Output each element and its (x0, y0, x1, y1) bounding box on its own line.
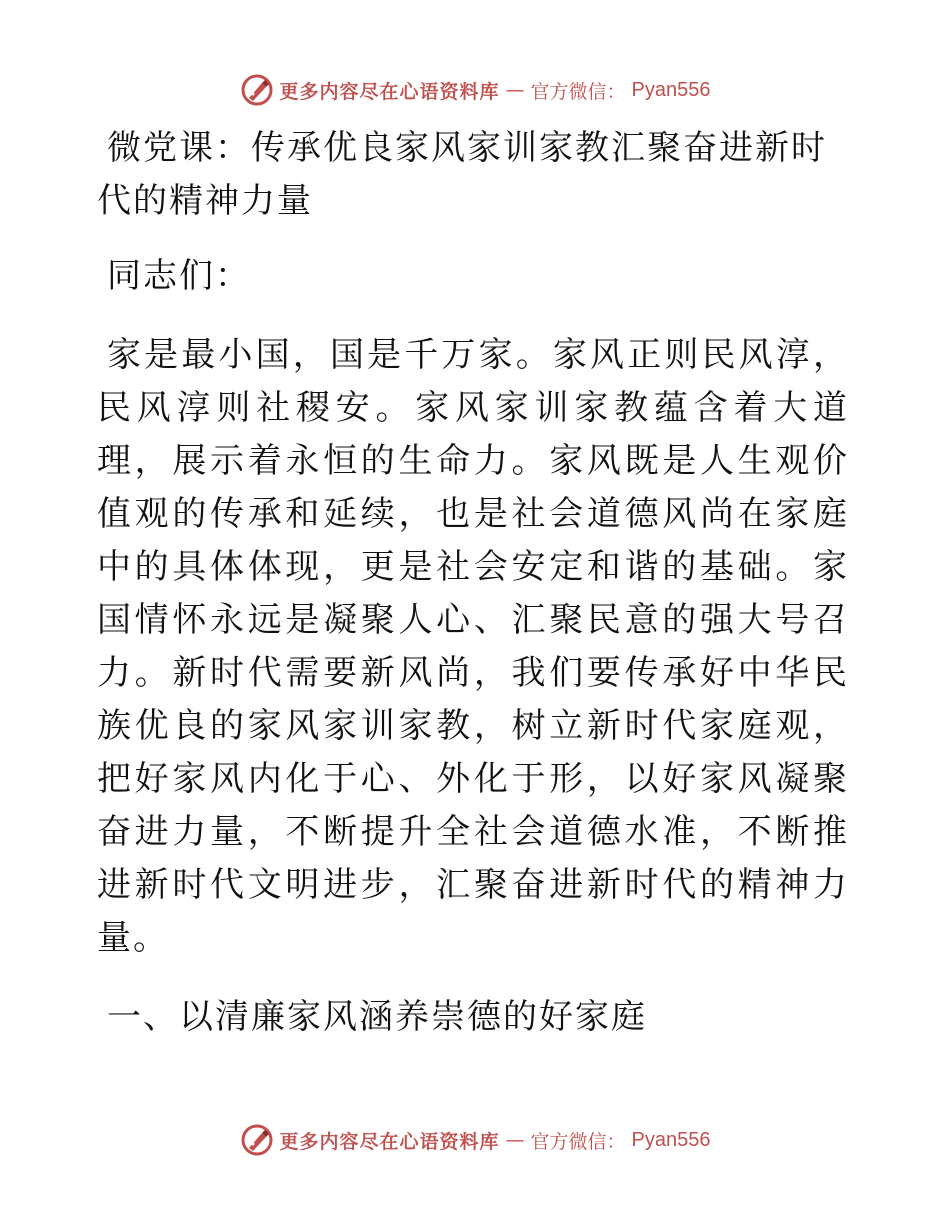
banner-wechat-id: Pyan556 (631, 1128, 711, 1151)
banner-dash: — (505, 79, 525, 101)
document-title: 微党课：传承优良家风家训家教汇聚奋进新时代的精神力量 (97, 128, 827, 221)
banner-main-text: 更多内容尽在心语资料库 (279, 80, 500, 103)
banner-dash: — (505, 1129, 525, 1151)
banner-wechat-label: 官方微信： (530, 1130, 626, 1153)
banner-main-text: 更多内容尽在心语资料库 (279, 1130, 500, 1153)
header-banner (0, 70, 950, 110)
pen-nib-logo-icon (240, 1123, 274, 1157)
document-body (97, 122, 849, 1044)
salutation: 同志们： (107, 256, 251, 296)
paragraph: 家是最小国，国是千万家。家风正则民风淳，民风淳则社稷安。家风家训家教蕴含着大道理，展示着永恒的生命力。家风既是人生观价值观的传承和延续，也是社会道德风尚在家庭中的具体体现，更是社会安定和谐的基础。家国情怀永远是凝聚人心、汇聚民意的强大号召力。新时代需要新风尚，我们要传承好中华民族优良的家风家训家教，树立新时代家庭观，把好家风内化于心、外化于形，以好家风凝聚奋进力量，不断提升全社会道德水准，不断推进新时代文明进步，汇聚奋进新时代的精神力量。 (97, 335, 849, 958)
footer-banner (0, 1120, 950, 1160)
banner-wechat-label: 官方微信： (530, 80, 626, 103)
section-heading: 一、以清廉家风涵养崇德的好家庭 (107, 997, 647, 1037)
pen-nib-logo-icon (240, 73, 274, 107)
banner-wechat-id: Pyan556 (631, 78, 711, 101)
